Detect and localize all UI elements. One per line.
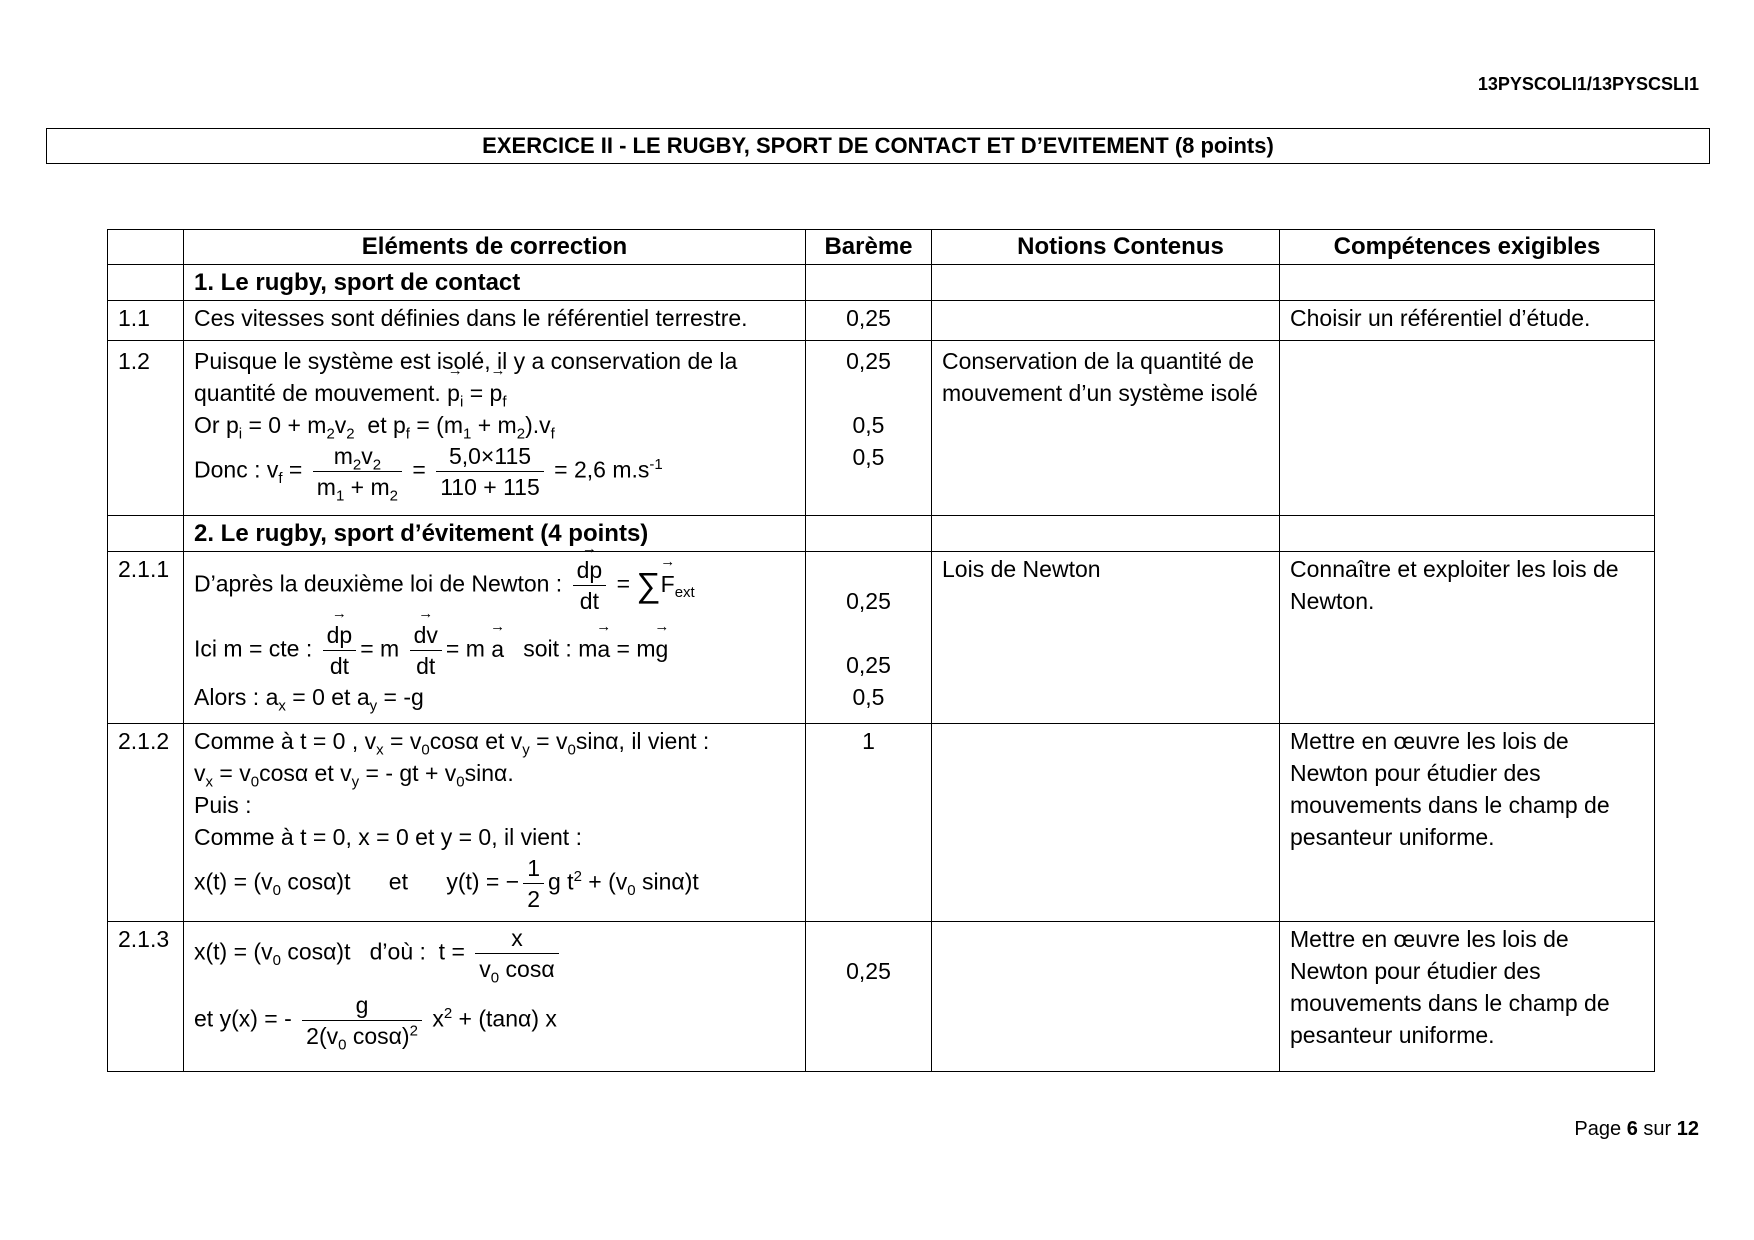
row-number: 1.2 (108, 341, 184, 516)
row-bareme: 0,25 (806, 301, 932, 341)
row-number: 2.1.2 (108, 724, 184, 922)
row-elements: D’après la deuxième loi de Newton : → $\frac{dp}{dt}$ = ∑→ $F_{ext}$ Ici m = cte : → $\frac{dp}{dt}$ = m → $\frac{dv}{dt}$ = m → a soit : m→ a = m→ g Alors : $a_x = 0$ et $a_y = -g$ (184, 552, 806, 724)
bareme-value: 0,25 (846, 652, 891, 678)
row-competence: Connaître et exploiter les lois de Newton. (1280, 552, 1655, 724)
correction-table (107, 229, 1655, 1072)
bareme-value: 0,25 (846, 958, 891, 984)
bareme-value: 0,25 (846, 588, 891, 614)
bareme-value: 0,25 (846, 348, 891, 374)
bareme-value: 0,5 (852, 444, 885, 470)
row-text-line: Puisque le système est isolé, il y a conservation de la (194, 348, 738, 374)
table-row (108, 724, 1655, 922)
row-elements: Comme à t = 0 , $v_x = v_0\cos\alpha$ et $v_y = v_0\sin\alpha$, il vient : $v_x = v_0\cos\alpha$ et $v_y$ = - gt + $v_0\sin\alpha$. Puis : Comme à t = 0, x = 0 et y = 0, il vient : $x(t) = (v_0$ cosα)t et y(t) = − $\frac{1}{2}$ g $t^2 + (v_0$ sinα)t (184, 724, 806, 922)
section-row-1 (108, 265, 1655, 301)
result-value: = 2,6 m.s (554, 456, 650, 483)
row-number: 1.1 (108, 301, 184, 341)
row-text-line: Comme à t = 0 , v (194, 728, 377, 754)
header-competences: Compétences exigibles (1280, 230, 1655, 265)
header-elements: Eléments de correction (184, 230, 806, 265)
row-text-line: Puis : (194, 792, 252, 818)
row-text-line: et y(x) = - (194, 1005, 292, 1032)
row-text-line: soit : m (523, 635, 598, 662)
table-row (108, 922, 1655, 1072)
row-notion (932, 922, 1280, 1072)
row-competence: Choisir un référentiel d’étude. (1280, 301, 1655, 341)
row-notion (932, 301, 1280, 341)
header-row (108, 230, 1655, 265)
footer-total: 12 (1676, 1118, 1699, 1140)
row-number: 2.1.3 (108, 922, 184, 1072)
result-exponent: -1 (649, 455, 663, 473)
header-bareme: Barème (806, 230, 932, 265)
exercise-title (46, 128, 1710, 164)
section-2-title: 2. Le rugby, sport d’évitement (4 points) (194, 520, 649, 547)
row-text-line: quantité de mouvement. (194, 380, 441, 406)
row-text-line: Comme à t = 0, x = 0 et y = 0, il vient : (194, 824, 582, 850)
row-bareme (806, 341, 932, 516)
section-row-2 (108, 516, 1655, 552)
table-row (108, 341, 1655, 516)
row-notion: Conservation de la quantité de mouvement d’un système isolé (932, 341, 1280, 516)
row-elements: Puisque le système est isolé, il y a conservation de la quantité de mouvement. → $p_i$ = → $p_f$ Or $p_i = 0 + m_2v_2$ et $p_f = (m_1 + m_2).v_f$ Donc : $v_f$ = $\frac{m_2v_2}{m_1 + m_2}$ = $\frac{5,0\times 115}{110 + 115}$ = 2,6 $m.s^{-1}$ (184, 341, 806, 516)
row-text-line: Or p (194, 412, 239, 438)
row-text-line: D’après la deuxième loi de Newton : (194, 570, 563, 597)
row-text-line: Ici m = cte : (194, 635, 313, 662)
table-row (108, 301, 1655, 341)
row-elements: $x(t) = (v_0$ cosα)t d’où : t = $\frac{x}{v_0 \cos\alpha}$ et y(x) = - $\frac{g}{2(v_0 \cos\alpha)^2}$ $x^2 + (\tan\alpha)$ x (184, 922, 806, 1072)
row-notion: Lois de Newton (932, 552, 1280, 724)
document-reference: 13PYSCOLI1/13PYSCSLI1 (1477, 74, 1699, 94)
page-footer (1574, 1118, 1699, 1141)
footer-middle: sur (1643, 1118, 1672, 1140)
donc-label: Donc : v (194, 456, 279, 483)
row-text-line: x(t) = (v (194, 938, 273, 965)
row-bareme (806, 922, 932, 1072)
section-1-title: 1. Le rugby, sport de contact (194, 269, 521, 296)
header-num (108, 230, 184, 265)
header-notions: Notions Contenus (932, 230, 1280, 265)
bareme-value: 0,5 (852, 684, 885, 710)
bareme-value: 0,5 (852, 412, 885, 438)
row-bareme: 1 (806, 724, 932, 922)
row-text-line: Alors : a (194, 684, 279, 710)
row-number: 2.1.1 (108, 552, 184, 724)
table-row (108, 552, 1655, 724)
row-element-text: Ces vitesses sont définies dans le référentiel terrestre. (184, 301, 806, 341)
row-bareme (806, 552, 932, 724)
row-competence: Mettre en œuvre les lois de Newton pour étudier des mouvements dans le champ de pesanteur uniforme. (1280, 724, 1655, 922)
footer-prefix: Page (1574, 1118, 1622, 1140)
row-competence (1280, 341, 1655, 516)
footer-page: 6 (1626, 1118, 1638, 1140)
row-competence: Mettre en œuvre les lois de Newton pour étudier des mouvements dans le champ de pesanteur uniforme. (1280, 922, 1655, 1072)
row-notion (932, 724, 1280, 922)
exercise-title-text: EXERCICE II - LE RUGBY, SPORT DE CONTACT ET D’EVITEMENT (8 points) (482, 133, 1274, 158)
